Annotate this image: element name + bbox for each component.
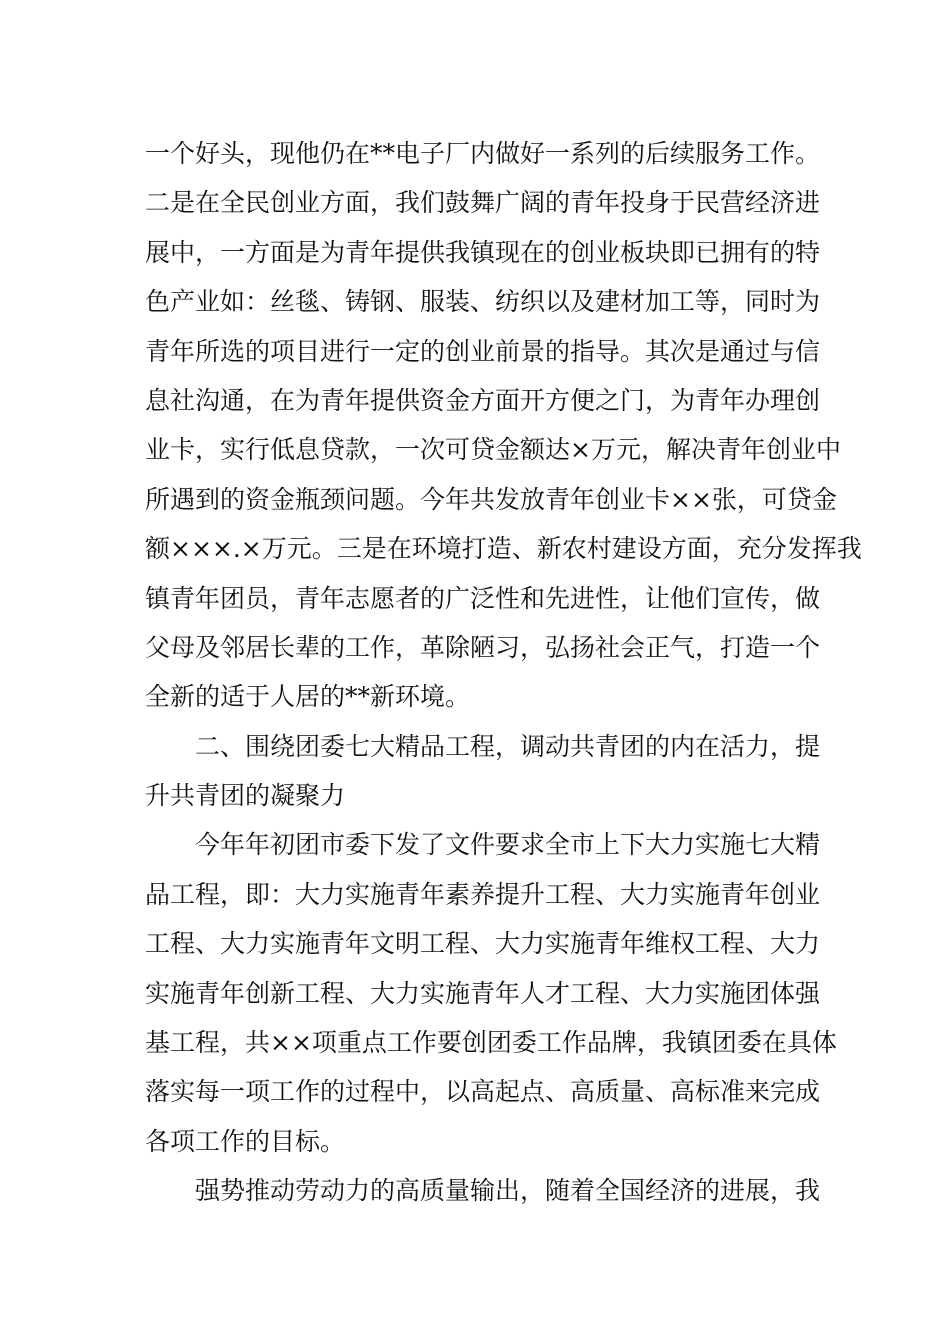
text-line: 全新的适于人居的**新环境。 [145, 682, 471, 712]
text-line: 工程、大力实施青年文明工程、大力实施青年维权工程、大力 [145, 929, 821, 959]
text-line: 息社沟通，在为青年提供资金方面开方便之门，为青年办理创 [145, 385, 821, 415]
text-line: 落实每一项工作的过程中，以高起点、高质量、高标准来完成 [145, 1077, 821, 1107]
text-line: 实施青年创新工程、大力实施青年人才工程、大力实施团体强 [145, 978, 821, 1008]
text-line: 额×××.×万元。三是在环境打造、新农村建设方面，充分发挥我 [145, 534, 862, 564]
text-line: 二是在全民创业方面，我们鼓舞广阔的青年投身于民营经济进 [145, 188, 821, 218]
text-line: 业卡，实行低息贷款，一次可贷金额达×万元，解决青年创业中 [145, 435, 841, 465]
text-line: 展中，一方面是为青年提供我镇现在的创业板块即已拥有的特 [145, 237, 821, 267]
text-line: 青年所选的项目进行一定的创业前景的指导。其次是通过与信 [145, 336, 821, 366]
text-line: 色产业如：丝毯、铸钢、服装、纺织以及建材加工等，同时为 [145, 287, 821, 317]
section-heading-line: 升共青团的凝聚力 [145, 781, 346, 811]
text-line: 镇青年团员，青年志愿者的广泛性和先进性，让他们宣传，做 [145, 583, 821, 613]
document-body [145, 129, 862, 1216]
text-line: 各项工作的目标。 [145, 1126, 346, 1156]
text-line: 今年年初团市委下发了文件要求全市上下大力实施七大精 [195, 830, 821, 860]
section-heading-line: 二、围绕团委七大精品工程，调动共青团的内在活力，提 [195, 731, 821, 761]
text-line: 品工程，即：大力实施青年素养提升工程、大力实施青年创业 [145, 879, 821, 909]
text-line: 所遇到的资金瓶颈问题。今年共发放青年创业卡××张，可贷金 [145, 484, 837, 514]
text-line: 一个好头，现他仍在**电子厂内做好一系列的后续服务工作。 [145, 139, 821, 168]
text-line: 父母及邻居长辈的工作，革除陋习，弘扬社会正气，打造一个 [145, 632, 821, 662]
text-line: 基工程，共××项重点工作要创团委工作品牌，我镇团委在具体 [145, 1028, 837, 1058]
text-line: 强势推动劳动力的高质量输出，随着全国经济的进展，我 [195, 1176, 821, 1206]
